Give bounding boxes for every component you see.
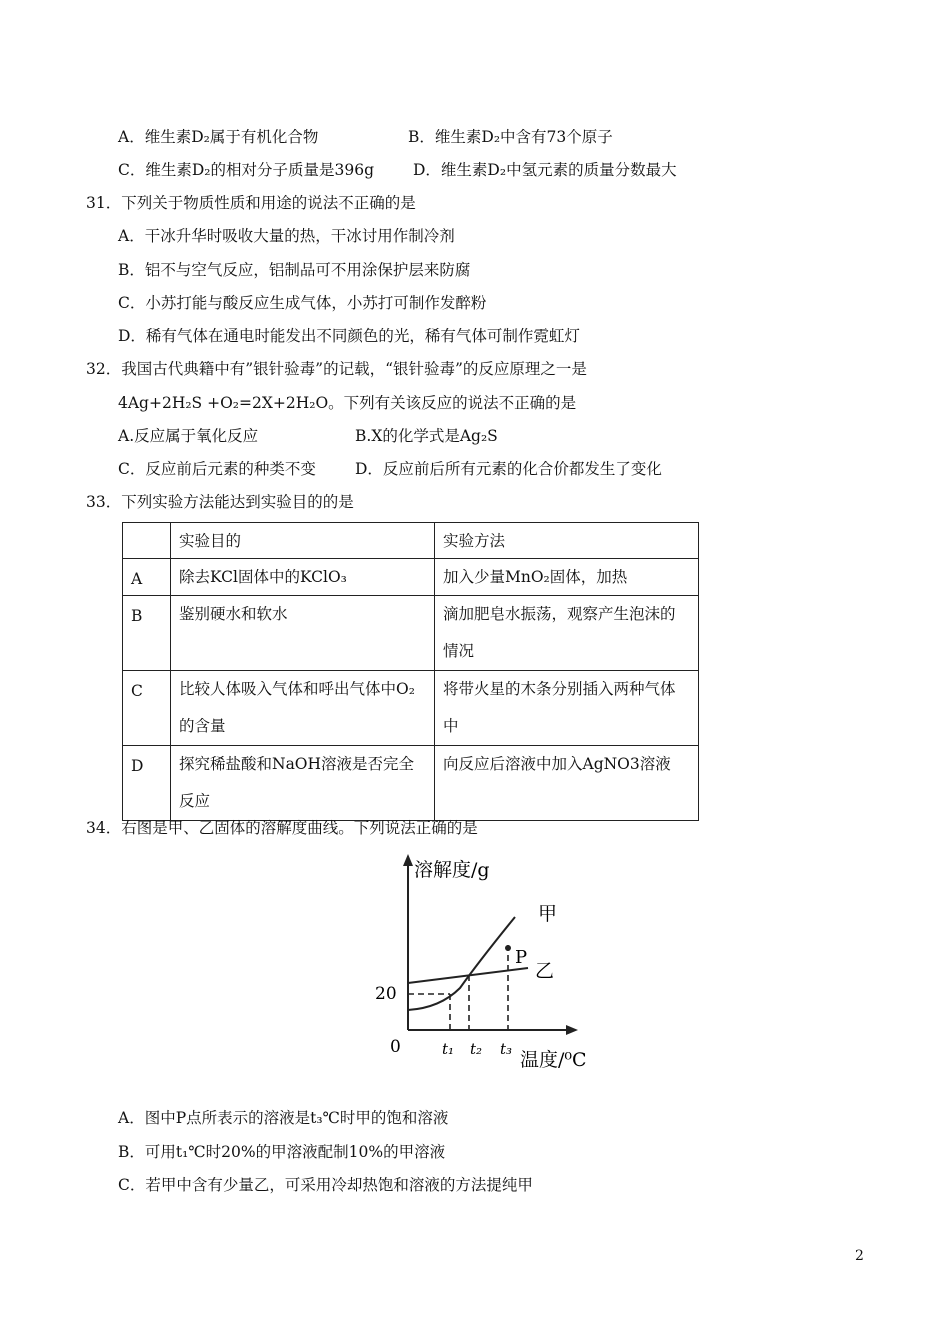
row-label: C <box>123 671 171 746</box>
q32-stem: 32．我国古代典籍中有”银针验毒”的记载，“银针验毒”的反应原理之一是 <box>86 360 587 378</box>
header-method: 实验方法 <box>435 523 699 559</box>
row-purpose: 探究稀盐酸和NaOH溶液是否完全反应 <box>171 746 435 821</box>
q31-option-c: C．小苏打能与酸反应生成气体，小苏打可制作发醉粉 <box>118 294 487 312</box>
row-method: 滴加肥皂水振荡，观察产生泡沫的情况 <box>435 596 699 671</box>
q31-option-d: D．稀有气体在通电时能发出不同颜色的光，稀有气体可制作霓虹灯 <box>118 327 580 345</box>
q34-option-c: C．若甲中含有少量乙，可采用冷却热饱和溶液的方法提纯甲 <box>118 1176 533 1194</box>
q31-stem: 31．下列关于物质性质和用途的说法不正确的是 <box>86 194 416 212</box>
y-axis-arrow <box>403 854 413 866</box>
q34-option-a: A．图中P点所表示的溶液是t₃℃时甲的饱和溶液 <box>118 1109 449 1127</box>
series-yi-line <box>408 968 528 983</box>
header-purpose: 实验目的 <box>171 523 435 559</box>
q32-option-a: A.反应属于氧化反应 <box>118 427 259 445</box>
row-label: D <box>123 746 171 821</box>
q34-option-b: B．可用t₁℃时20%的甲溶液配制10%的甲溶液 <box>118 1143 446 1161</box>
q32-option-d: D．反应前后所有元素的化合价都发生了变化 <box>355 460 662 478</box>
series-jia-curve <box>408 917 515 1010</box>
q32-option-b: B.X的化学式是Ag₂S <box>355 427 498 445</box>
page-number: 2 <box>855 1248 864 1264</box>
q30-option-b: B．维生素D₂中含有73个原子 <box>408 128 613 146</box>
point-p-label: P <box>515 947 528 968</box>
row-label: A <box>123 559 171 596</box>
experiment-table <box>122 522 699 821</box>
table-row <box>123 746 699 821</box>
header-empty <box>123 523 171 559</box>
row-label: B <box>123 596 171 671</box>
table-row <box>123 671 699 746</box>
table-header-row <box>123 523 699 559</box>
q33-stem: 33．下列实验方法能达到实验目的的是 <box>86 493 354 511</box>
x-axis-label: 温度/⁰C <box>520 1049 587 1071</box>
series-yi-label: 乙 <box>535 960 555 982</box>
q30-option-c: C．维生素D₂的相对分子质量是396g <box>118 161 375 179</box>
row-method: 向反应后溶液中加入AgNO3溶液 <box>435 746 699 821</box>
table-row <box>123 596 699 671</box>
x-tick-t3: t₃ <box>500 1040 513 1058</box>
row-purpose: 比较人体吸入气体和呼出气体中O₂的含量 <box>171 671 435 746</box>
q32-option-c: C．反应前后元素的种类不变 <box>118 460 316 478</box>
x-tick-t2: t₂ <box>470 1040 483 1058</box>
point-p <box>505 945 511 951</box>
row-method: 加入少量MnO₂固体，加热 <box>435 559 699 596</box>
row-purpose: 除去KCl固体中的KClO₃ <box>171 559 435 596</box>
series-jia-label: 甲 <box>538 903 558 925</box>
origin-label: 0 <box>390 1037 401 1057</box>
row-purpose: 鉴别硬水和软水 <box>171 596 435 671</box>
row-method: 将带火星的木条分别插入两种气体中 <box>435 671 699 746</box>
q32-equation: 4Ag+2H₂S +O₂=2X+2H₂O。下列有关该反应的说法不正确的是 <box>118 394 577 412</box>
y-axis-label: 溶解度/g <box>414 859 490 881</box>
solubility-curve-chart <box>370 850 610 1075</box>
x-tick-t1: t₁ <box>442 1040 455 1058</box>
q30-option-d: D．维生素D₂中氢元素的质量分数最大 <box>413 161 677 179</box>
q31-option-b: B．铝不与空气反应，铝制品可不用涂保护层来防腐 <box>118 261 471 279</box>
q34-stem: 34．右图是甲、乙固体的溶解度曲线。下列说法正确的是 <box>86 819 478 837</box>
q30-option-a: A．维生素D₂属于有机化合物 <box>118 128 319 146</box>
y-tick-20: 20 <box>375 984 397 1004</box>
x-axis-arrow <box>566 1025 578 1035</box>
q31-option-a: A．干冰升华时吸收大量的热，干冰讨用作制冷剂 <box>118 227 455 245</box>
table-row <box>123 559 699 596</box>
